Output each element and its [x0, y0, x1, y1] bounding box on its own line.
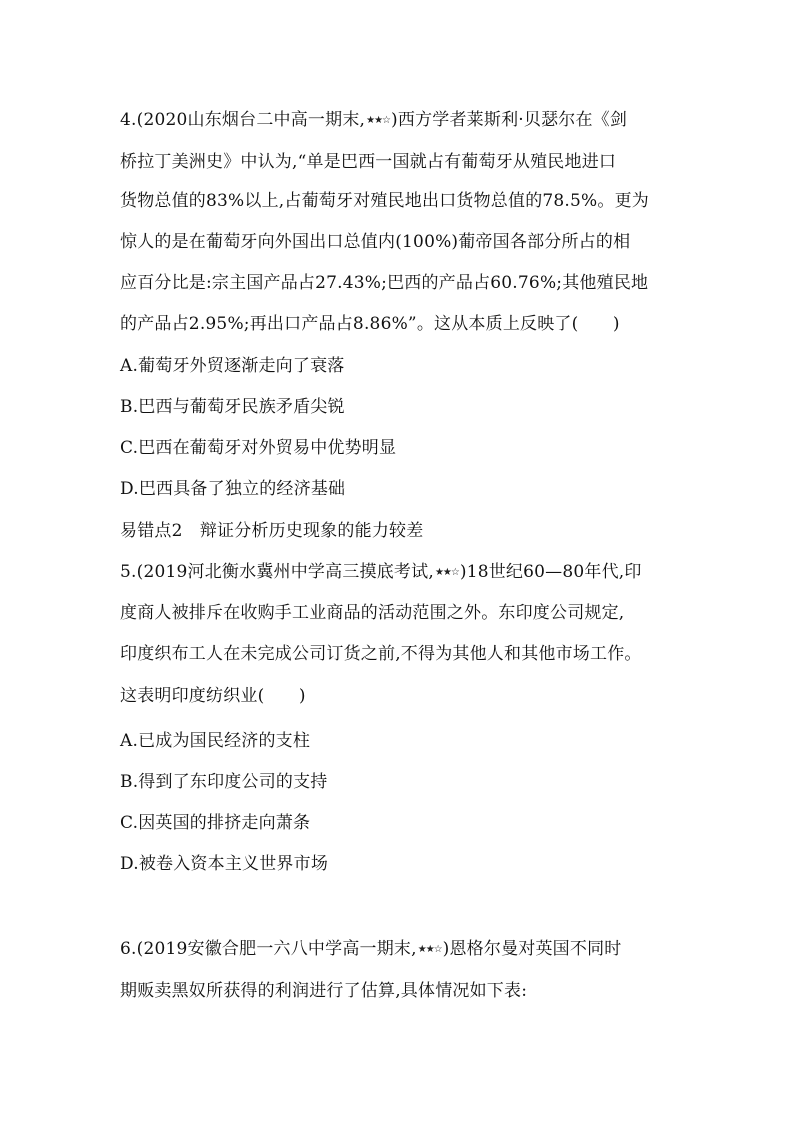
q6-line-2: 期贩卖黑奴所获得的利润进行了估算,具体情况如下表: — [120, 981, 528, 1001]
q5-source: (2019河北衡水冀州中学高三摸底考试, — [136, 562, 434, 582]
q5-option-a: A.已成为国民经济的支柱 — [120, 731, 311, 751]
q5-line-1 — [120, 560, 642, 585]
q6-source-close: ) — [442, 939, 450, 959]
q4-line-6: 的产品占2.95%;再出口产品占8.86%”。这从本质上反映了( ) — [120, 314, 620, 334]
q4-text-start: 西方学者莱斯利·贝瑟尔在《剑 — [397, 110, 628, 130]
q5-option-c: C.因英国的排挤走向萧条 — [120, 813, 311, 833]
q6-number: 6. — [120, 939, 137, 959]
difficulty-stars-icon: ★★☆ — [417, 944, 442, 955]
q4-line-5: 应百分比是:宗主国产品占27.43%;巴西的产品占60.76%;其他殖民地 — [120, 273, 649, 293]
difficulty-stars-icon: ★★☆ — [434, 567, 459, 578]
q4-source-close: ) — [391, 110, 398, 130]
q5-option-d: D.被卷入资本主义世界市场 — [120, 854, 329, 874]
q4-line-2: 桥拉丁美洲史》中认为,“单是巴西一国就占有葡萄牙从殖民地进口 — [120, 152, 617, 172]
q6-source: (2019安徽合肥一六八中学高一期末, — [136, 939, 417, 959]
q4-line-4: 惊人的是在葡萄牙向外国出口总值内(100%)葡帝国各部分所占的相 — [120, 232, 631, 252]
q5-text-start: 18世纪60—80年代,印 — [466, 562, 642, 582]
q5-line-3: 印度织布工人在未完成公司订货之前,不得为其他人和其他市场工作。 — [120, 644, 642, 664]
q5-line-2: 度商人被排斥在收购手工业商品的活动范围之外。东印度公司规定, — [120, 603, 625, 623]
q4-option-c: C.巴西在葡萄牙对外贸易中优势明显 — [120, 438, 397, 458]
q5-line-4: 这表明印度纺织业( ) — [120, 686, 306, 706]
q4-option-d: D.巴西具备了独立的经济基础 — [120, 479, 346, 499]
q4-number: 4. — [120, 110, 137, 130]
difficulty-stars-icon: ★★☆ — [366, 115, 391, 126]
q4-line-3: 货物总值的83%以上,占葡萄牙对殖民地出口货物总值的78.5%。更为 — [120, 191, 649, 211]
q4-source: (2020山东烟台二中高一期末, — [136, 110, 366, 130]
q5-source-close: ) — [459, 562, 467, 582]
q5-option-b: B.得到了东印度公司的支持 — [120, 772, 328, 792]
q6-text-start: 恩格尔曼对英国不同时 — [449, 939, 622, 959]
section-heading: 易错点2 辩证分析历史现象的能力较差 — [120, 521, 424, 541]
q4-line-1 — [120, 108, 627, 133]
q4-option-a: A.葡萄牙外贸逐渐走向了衰落 — [120, 356, 345, 376]
q6-line-1 — [120, 937, 621, 962]
q5-number: 5. — [120, 562, 137, 582]
q4-option-b: B.巴西与葡萄牙民族矛盾尖锐 — [120, 397, 345, 417]
